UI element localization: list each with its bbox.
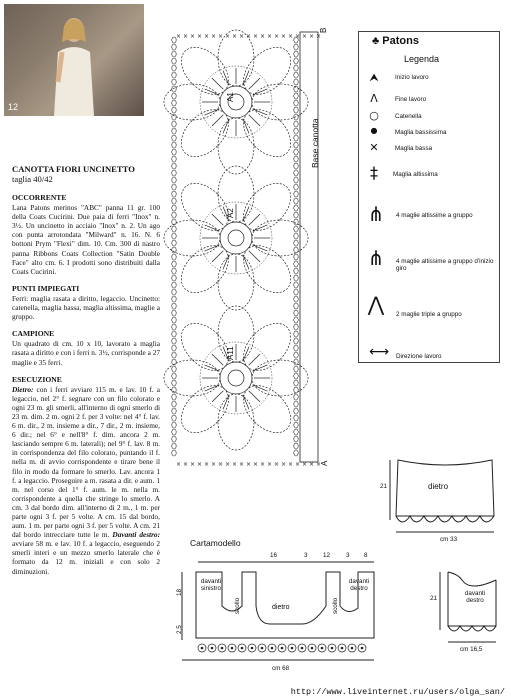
- legend-item-catenella: Catenella: [395, 113, 422, 120]
- single-crochet-mark: ×: [232, 33, 238, 40]
- single-crochet-mark: ×: [302, 33, 308, 40]
- single-crochet-mark: ×: [232, 461, 238, 468]
- dietro-label: dietro: [272, 604, 290, 611]
- border-flower-center: [261, 647, 264, 650]
- dietro-subheading: Dietro:: [12, 384, 34, 394]
- single-crochet-mark: ×: [281, 33, 287, 40]
- chart-end-label: B: [319, 27, 328, 33]
- single-crochet-mark: ×: [211, 461, 217, 468]
- border-flower-center: [201, 647, 204, 650]
- single-crochet-mark: ×: [295, 461, 301, 468]
- single-crochet-mark: ×: [316, 461, 322, 468]
- legend-item-gruppo: 4 maglie altissime a gruppo: [396, 212, 473, 219]
- single-crochet-mark: ×: [309, 461, 315, 468]
- motif-label-a1: A1: [226, 92, 235, 102]
- measure-2-5: 2,5: [176, 625, 183, 634]
- single-crochet-mark: ×: [246, 461, 252, 468]
- single-crochet-icon: ✕: [369, 141, 379, 154]
- border-flower-center: [341, 647, 344, 650]
- legend-item-inizio: Inizio lavoro: [395, 74, 429, 81]
- davanti-scallops: [448, 626, 496, 631]
- dietro-schematic: [390, 460, 494, 532]
- triple-cluster-icon: ⋀: [367, 292, 385, 316]
- dietro-text: con i ferri avviare 115 m. e lav. 10 f. a legaccio, nel 2° f. segnare con un filo colorato e ogni 23 m. gli smerli, all'interno di ogni smerlo di 23 m. dim. 2 m. ogni 2 f. per 3 volte: nel 4° f. lav. 6 m. dir., 2 m. insieme a dir., 7 dir., 2 m. insieme, 6 dir.; nel 6° e nell'8° f. dim. ancora 2 m. lasciando sempre 6 m. laterali); nel 9° f. lav. 8 m. in corrispondenza del filo colorato, puntando il f. nella m. di avvio corrispondente e tirare bene il filo in modo da formare lo smerlo. Lav. ancora 1 f. a legaccio. Proseguire a m. rasata a dir. e aum. 1 m. nel corso del 1° f. aum. le m. nella m. corrispondente a quella che stringe lo smerlo. A cm. 3 dal bordo dim. all'interno di 2 m., 1 m. per parte ogni 3 f. per 5 volte. A cm. 15 dal bordo, aum. 1 m. per parte ogni 3 f. per 5 volte. A cm. 21 dal bordo intrecciare tutte le m.: [12, 384, 160, 540]
- single-crochet-mark: ×: [204, 33, 210, 40]
- border-flower-center: [351, 647, 354, 650]
- section-heading-occorrente: OCCORRENTE: [12, 193, 67, 202]
- single-crochet-mark: ×: [288, 461, 294, 468]
- single-crochet-mark: ×: [183, 33, 189, 40]
- single-crochet-mark: ×: [183, 461, 189, 468]
- legend-item-bassissima: Maglia bassissima: [395, 129, 447, 136]
- measure-18: 18: [176, 588, 183, 596]
- base-canotta-label: Base canotta: [310, 118, 320, 168]
- direction-arrow-icon: ⟷: [368, 344, 390, 360]
- single-crochet-mark: ×: [204, 461, 210, 468]
- brand-icon: ♣: [372, 35, 380, 47]
- single-crochet-mark: ×: [267, 461, 273, 468]
- start-symbol-icon: ⮝: [369, 71, 379, 84]
- border-flower-center: [301, 647, 304, 650]
- dietro-scallops: [396, 516, 494, 522]
- davanti-destro-label: davanti destro: [348, 578, 370, 592]
- source-url: http://www.liveinternet.ru/users/olga_san/: [290, 687, 505, 697]
- single-crochet-mark: ×: [274, 33, 280, 40]
- single-crochet-mark: ×: [309, 33, 315, 40]
- border-flower-center: [281, 647, 284, 650]
- pattern-title: CANOTTA FIORI UNCINETTO: [12, 164, 135, 174]
- single-crochet-mark: ×: [211, 33, 217, 40]
- brand-name: Patons: [382, 35, 419, 47]
- border-flower-center: [221, 647, 224, 650]
- single-crochet-mark: ×: [267, 33, 273, 40]
- davanti-neckline: [448, 572, 496, 586]
- davanti-width-label: cm 16,5: [460, 646, 483, 653]
- border-flower-center: [231, 647, 234, 650]
- border-flower-center: [251, 647, 254, 650]
- davanti-height-label: 21: [430, 595, 438, 602]
- single-crochet-mark: ×: [253, 461, 259, 468]
- single-crochet-mark: ×: [176, 461, 182, 468]
- legend-item-altissima: Maglia altissima: [393, 171, 438, 178]
- measure-16: 16: [270, 552, 278, 559]
- davanti-schematic: [440, 572, 496, 642]
- section-heading-campione: CAMPIONE: [12, 329, 55, 339]
- border-flower-center: [331, 647, 334, 650]
- cluster-icon: ⋔: [367, 202, 385, 226]
- single-crochet-mark: ×: [225, 33, 231, 40]
- measure-3-left: 3: [304, 552, 308, 559]
- scollo-right-label: scollo: [332, 597, 339, 614]
- single-crochet-mark: ×: [190, 33, 196, 40]
- single-crochet-mark: ×: [274, 461, 280, 468]
- davanti-piece-label: davanti destro: [464, 590, 486, 604]
- single-crochet-mark: ×: [288, 33, 294, 40]
- cartamodello-title: Cartamodello: [190, 538, 241, 548]
- end-symbol-icon: Λ: [370, 92, 378, 105]
- single-crochet-mark: ×: [246, 33, 252, 40]
- occorrente-text: Lana Patons merinos "ABC" panna 11 gr. 100 della Coats Cucirini. Due paia di ferri "Inox" n. 3½. Un uncinetto in acciaio "Inox" n. 2. Un ago con punta arrotondata "Milward" n. 16. N. 6 bottoni Prym "Flexi" dim. 10. Cm. 300 di nastro panna Ribbons Coats Collection "Satin Double Face" alto cm. 6. I prodotti sono distribuiti dalla Coats Cucirini.: [12, 203, 160, 276]
- page-number: 12: [8, 102, 19, 112]
- border-flower-center: [311, 647, 314, 650]
- single-crochet-mark: ×: [295, 33, 301, 40]
- single-crochet-mark: ×: [190, 461, 196, 468]
- single-crochet-mark: ×: [253, 33, 259, 40]
- single-crochet-mark: ×: [239, 461, 245, 468]
- davanti-sinistro-label: davanti sinistro: [200, 578, 222, 592]
- single-crochet-mark: ×: [197, 33, 203, 40]
- start-cluster-icon: ⋔: [367, 246, 385, 270]
- chain-symbol-icon: ○: [369, 109, 379, 122]
- cartamodello-border-circles: [198, 644, 366, 652]
- pattern-size: taglia 40/42: [12, 174, 53, 184]
- single-crochet-mark: ×: [225, 461, 231, 468]
- legend-item-triple: 2 maglie triple a gruppo: [396, 311, 462, 318]
- measure-8: 8: [364, 552, 368, 559]
- single-crochet-mark: ×: [281, 461, 287, 468]
- slip-stitch-icon: ●: [370, 126, 378, 135]
- measure-68: cm 68: [272, 665, 290, 672]
- punti-text: Ferri: maglia rasata a diritto, legaccio. Uncinetto: catenella, maglia bassa, maglia altissima, maglie a gruppo.: [12, 293, 160, 322]
- dietro-height-label: 21: [380, 483, 388, 490]
- measure-12: 12: [323, 552, 331, 559]
- measure-3-right: 3: [346, 552, 350, 559]
- dietro-width-label: cm 33: [440, 536, 458, 543]
- border-flower-center: [321, 647, 324, 650]
- legend-title: Legenda: [404, 54, 440, 64]
- legend-item-gruppo-inizio: 4 maglie altissime a gruppo d'inizio giro: [396, 258, 494, 272]
- davanti-text: avviare 58 m. e lav. 10 f. a legaccio, eseguendo 2 smerli interi e un mezzo smerlo laterale che è formato da 12 m. iniziali e con solo 2 diminuzioni.: [12, 539, 160, 576]
- single-crochet-mark: ×: [302, 461, 308, 468]
- border-flower-center: [241, 647, 244, 650]
- border-flower-center: [291, 647, 294, 650]
- single-crochet-mark: ×: [218, 461, 224, 468]
- legend-item-bassa: Maglia bassa: [395, 145, 433, 152]
- legend-item-direzione: Direzione lavoro: [396, 353, 442, 360]
- single-crochet-mark: ×: [197, 461, 203, 468]
- chart-start-label: A: [320, 460, 329, 466]
- single-crochet-mark: ×: [176, 33, 182, 40]
- single-crochet-mark: ×: [260, 33, 266, 40]
- border-flower-center: [271, 647, 274, 650]
- motif-label-a2: A2: [226, 208, 235, 218]
- campione-text: Un quadrato di cm. 10 x 10, lavorato a maglia rasata a diritto e con i ferri n. 3½, corrisponde a 27 maglie e 35 ferri.: [12, 339, 160, 367]
- single-crochet-mark: ×: [260, 461, 266, 468]
- single-crochet-mark: ×: [239, 33, 245, 40]
- treble-crochet-icon: ‡: [370, 163, 378, 182]
- single-crochet-mark: ×: [218, 33, 224, 40]
- legend-item-fine: Fine lavoro: [395, 96, 427, 103]
- dietro-piece-label: dietro: [428, 482, 449, 491]
- section-heading-punti: PUNTI IMPIEGATI: [12, 283, 80, 293]
- scollo-left-label: scollo: [234, 597, 241, 614]
- davanti-subheading: Davanti destro:: [112, 530, 161, 540]
- section-heading-esecuzione: ESECUZIONE: [12, 374, 62, 384]
- border-flower-center: [361, 647, 364, 650]
- motif-label-a11: A11: [226, 346, 235, 360]
- single-crochet-mark: ×: [316, 33, 322, 40]
- border-flower-center: [211, 647, 214, 650]
